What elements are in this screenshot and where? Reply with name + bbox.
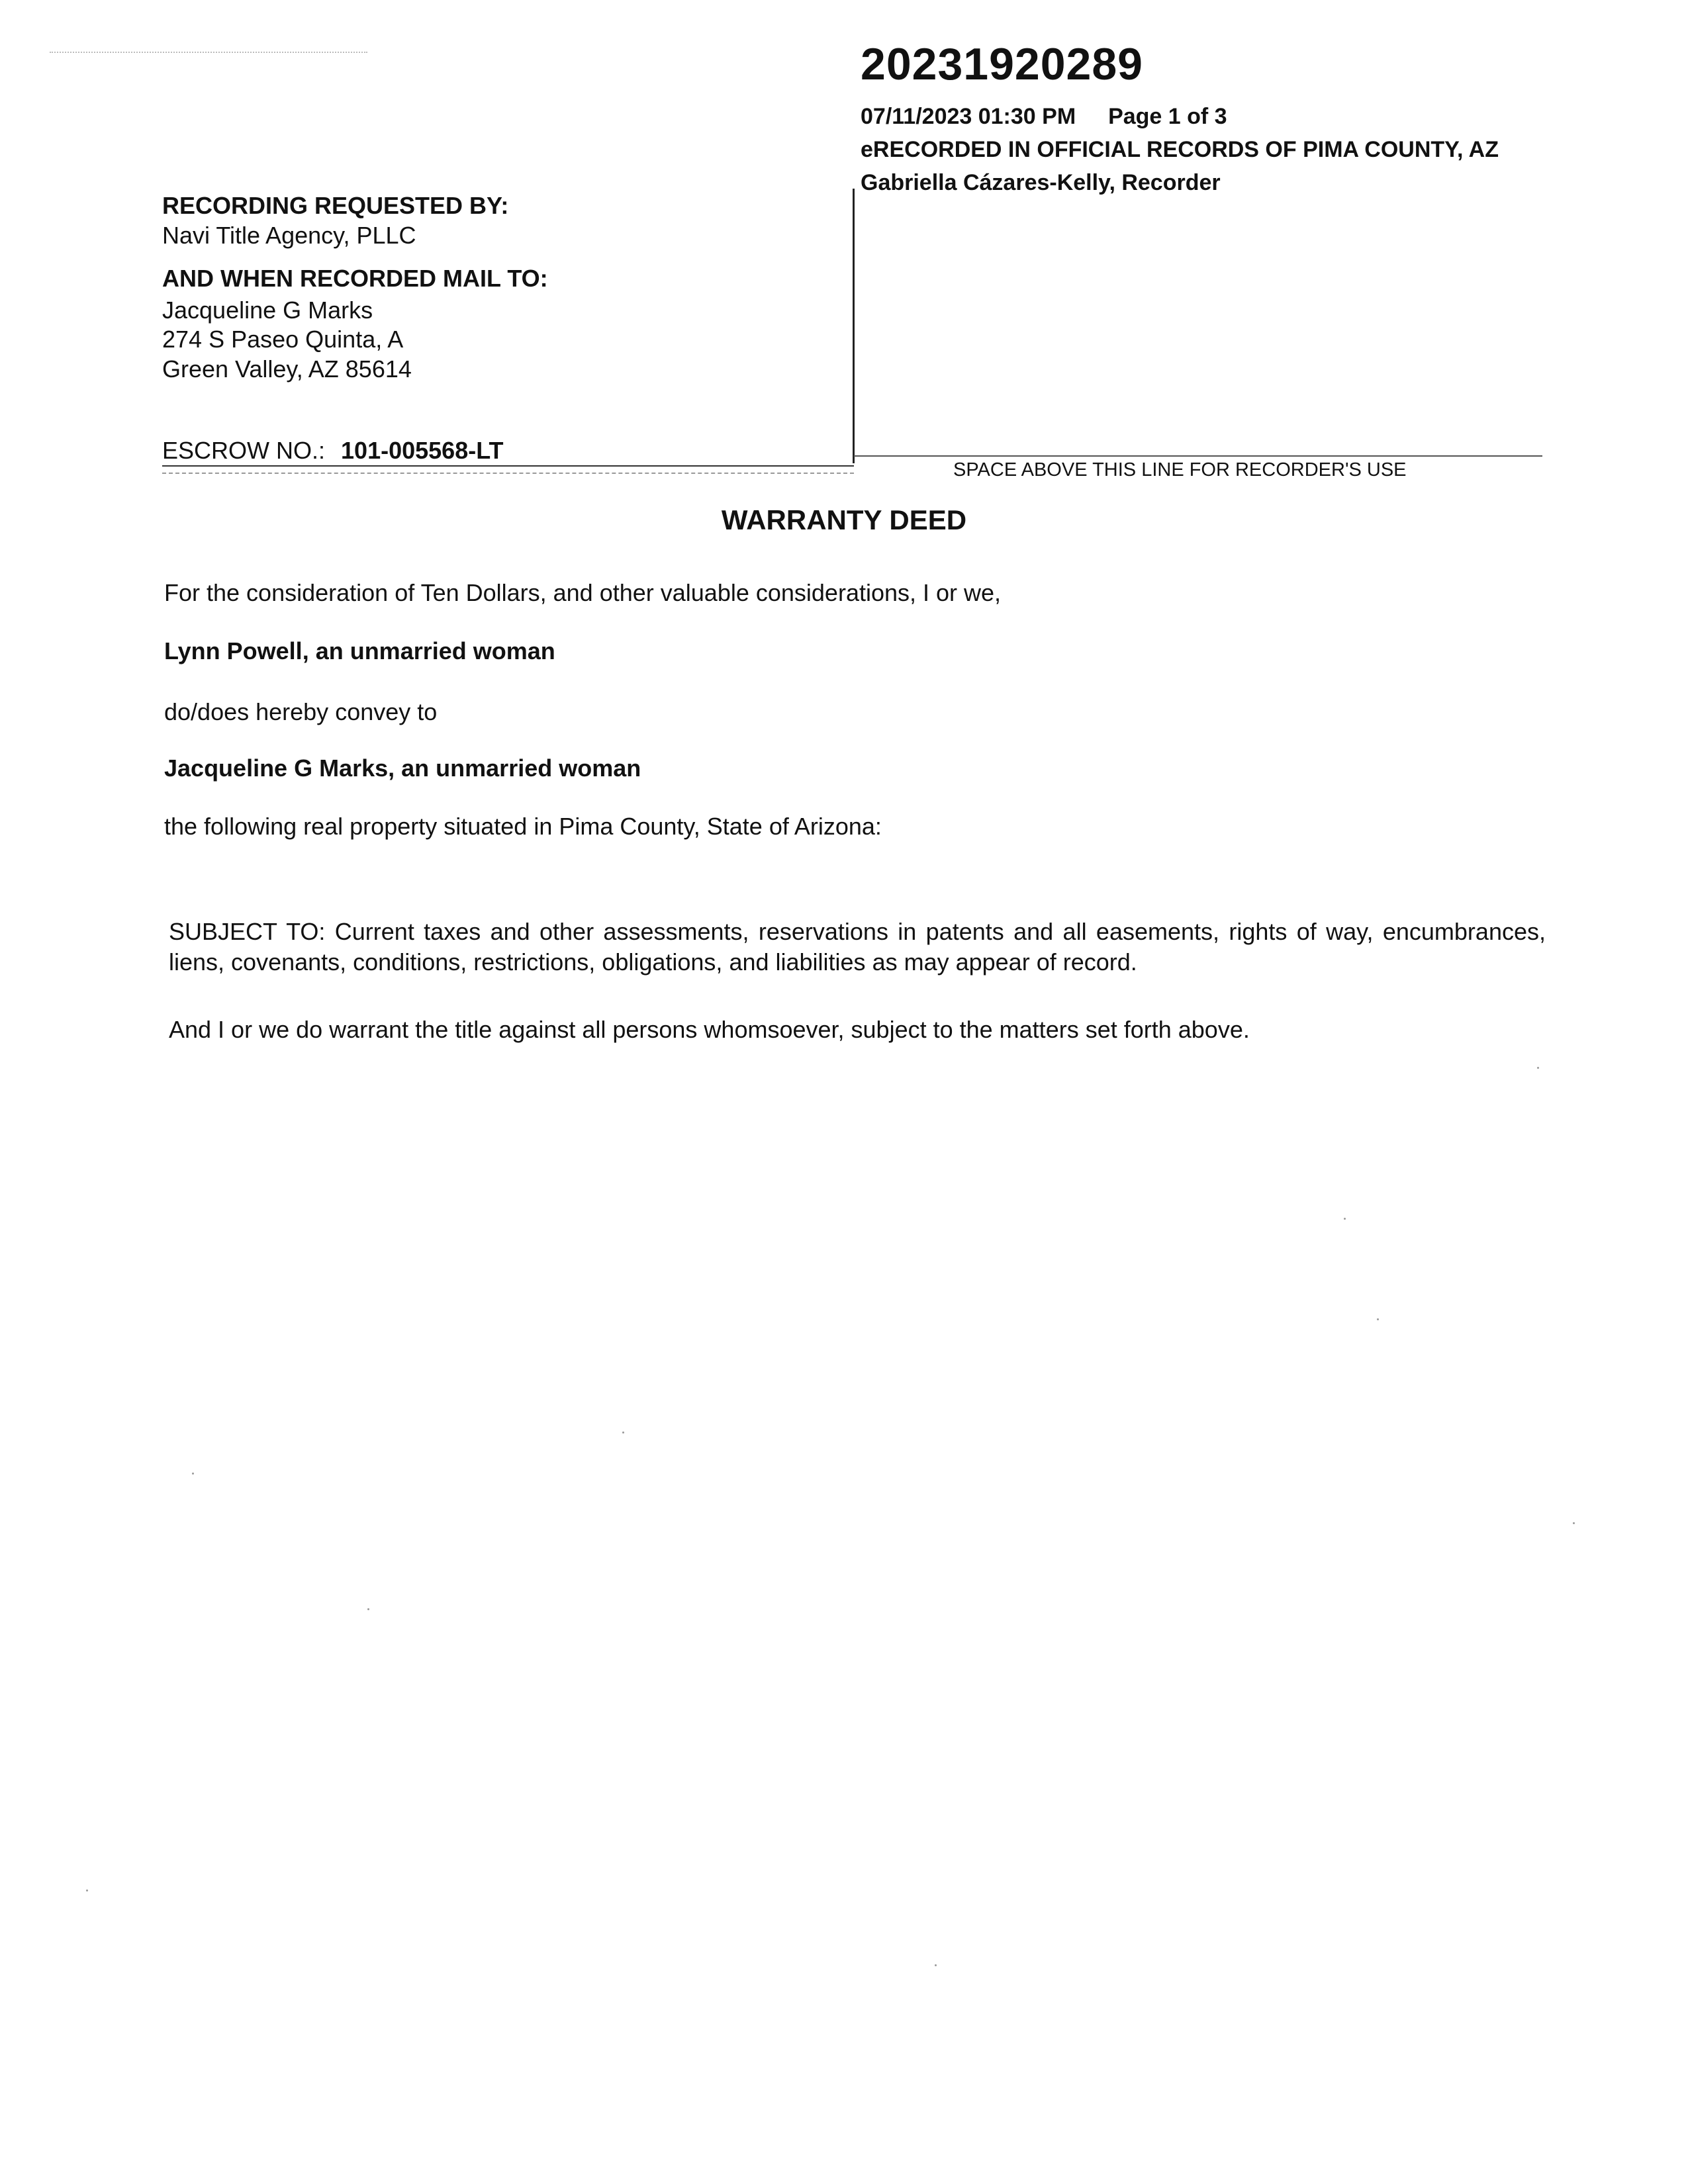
recorder-space-rule xyxy=(854,455,1542,457)
scan-speck xyxy=(367,1608,369,1610)
header-rule xyxy=(162,465,854,467)
scan-speck xyxy=(1377,1318,1379,1320)
recorder-use-note: SPACE ABOVE THIS LINE FOR RECORDER'S USE xyxy=(953,459,1407,480)
scan-artifact xyxy=(50,52,367,53)
escrow-label: ESCROW NO.: xyxy=(162,437,326,464)
recording-requested-by: Navi Title Agency, PLLC xyxy=(162,222,416,249)
grantor: Lynn Powell, an unmarried woman xyxy=(164,637,555,664)
warranty-clause: And I or we do warrant the title against all persons whomsoever, subject to the matters set forth above. xyxy=(169,1016,1250,1043)
scan-speck xyxy=(935,1964,937,1966)
grantee: Jacqueline G Marks, an unmarried woman xyxy=(164,754,641,782)
escrow-number: 101-005568-LT xyxy=(341,437,504,464)
recorded-in: eRECORDED IN OFFICIAL RECORDS OF PIMA COUNTY, AZ xyxy=(861,137,1499,162)
mail-to-label: AND WHEN RECORDED MAIL TO: xyxy=(162,265,548,292)
escrow-line xyxy=(162,437,504,465)
document-number: 20231920289 xyxy=(861,39,1144,89)
deed-title: WARRANTY DEED xyxy=(721,504,967,535)
scan-speck xyxy=(1537,1067,1539,1069)
consideration-clause: For the consideration of Ten Dollars, and other valuable considerations, I or we, xyxy=(164,579,1002,606)
convey-clause: do/does hereby convey to xyxy=(164,698,438,725)
recorder-name: Gabriella Cázares-Kelly, Recorder xyxy=(861,170,1221,195)
recording-requested-label: RECORDING REQUESTED BY: xyxy=(162,192,509,219)
header-rule-dashed xyxy=(162,473,854,474)
subject-to-clause: SUBJECT TO: Current taxes and other assessments, reservations in patents and all easements, rights of way, encumbrances, liens, covenants, conditions, restrictions, obligations, and liabilities as may appear of record. xyxy=(169,918,1546,976)
scan-speck xyxy=(622,1432,624,1433)
scan-speck xyxy=(86,1889,88,1891)
page-indicator: Page 1 of 3 xyxy=(1108,104,1227,129)
recording-datetime-line xyxy=(861,104,1227,130)
mail-to-city: Green Valley, AZ 85614 xyxy=(162,355,412,383)
recorder-box-divider xyxy=(853,189,855,463)
scan-speck xyxy=(1573,1522,1575,1524)
mail-to-street: 274 S Paseo Quinta, A xyxy=(162,326,404,353)
property-intro: the following real property situated in Pima County, State of Arizona: xyxy=(164,813,882,840)
scan-speck xyxy=(1344,1218,1346,1220)
scan-speck xyxy=(192,1473,194,1475)
mail-to-name: Jacqueline G Marks xyxy=(162,296,373,324)
recording-datetime: 07/11/2023 01:30 PM xyxy=(861,104,1076,129)
